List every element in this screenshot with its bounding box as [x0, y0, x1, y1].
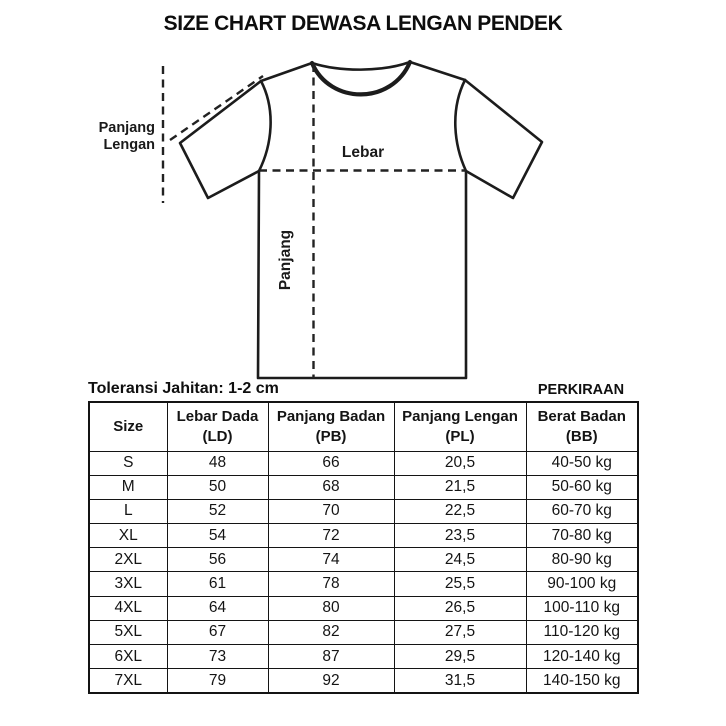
left-armhole-seam	[259, 81, 271, 171]
size-table	[88, 401, 639, 694]
table-cell: 31,5	[394, 669, 526, 693]
size-cell: 2XL	[89, 548, 167, 572]
table-row	[89, 596, 638, 620]
size-cell: XL	[89, 524, 167, 548]
table-header-row	[89, 402, 638, 451]
table-cell: 48	[167, 451, 268, 475]
length-label: Panjang	[277, 229, 294, 291]
table-cell: 87	[268, 645, 394, 669]
column-header-text: Size	[113, 418, 144, 435]
table-cell: 54	[167, 524, 268, 548]
back-collar-line	[312, 62, 410, 70]
table-cell: 27,5	[394, 620, 526, 644]
sleeve-length-label-line2: Lengan	[103, 137, 155, 154]
table-cell: 56	[167, 548, 268, 572]
column-header-panjang-lengan	[394, 402, 526, 451]
tolerance-note: Toleransi Jahitan: 1-2 cm	[88, 380, 279, 397]
table-cell: 120-140 kg	[526, 645, 638, 669]
width-label: Lebar	[341, 144, 385, 161]
table-cell: 92	[268, 669, 394, 693]
table-row	[89, 524, 638, 548]
table-cell: 29,5	[394, 645, 526, 669]
table-row	[89, 451, 638, 475]
table-cell: 60-70 kg	[526, 499, 638, 523]
column-header-text: Lebar Dada	[176, 408, 259, 426]
table-cell: 24,5	[394, 548, 526, 572]
sleeve-length-label	[53, 120, 155, 155]
table-cell: 25,5	[394, 572, 526, 596]
table-cell: 20,5	[394, 451, 526, 475]
table-cell: 26,5	[394, 596, 526, 620]
table-cell: 68	[268, 475, 394, 499]
table-cell: 50-60 kg	[526, 475, 638, 499]
table-cell: 80	[268, 596, 394, 620]
table-cell: 66	[268, 451, 394, 475]
size-cell: L	[89, 499, 167, 523]
column-header-text: Panjang Badan	[276, 408, 386, 426]
page-title: SIZE CHART DEWASA LENGAN PENDEK	[163, 12, 563, 35]
table-cell: 72	[268, 524, 394, 548]
column-header-berat-badan	[526, 402, 638, 451]
table-cell: 82	[268, 620, 394, 644]
column-header-abbr: (BB)	[565, 427, 598, 445]
size-cell: 5XL	[89, 620, 167, 644]
right-armhole-seam	[455, 80, 466, 171]
table-cell: 40-50 kg	[526, 451, 638, 475]
table-cell: 110-120 kg	[526, 620, 638, 644]
column-header-size	[89, 402, 167, 451]
table-cell: 67	[167, 620, 268, 644]
table-cell: 80-90 kg	[526, 548, 638, 572]
column-header-abbr: (PB)	[315, 427, 347, 445]
table-cell: 90-100 kg	[526, 572, 638, 596]
column-header-abbr: (PL)	[445, 427, 475, 445]
table-cell: 79	[167, 669, 268, 693]
size-cell: 7XL	[89, 669, 167, 693]
column-header-text: Berat Badan	[537, 408, 626, 426]
table-cell: 78	[268, 572, 394, 596]
table-row	[89, 499, 638, 523]
size-cell: 6XL	[89, 645, 167, 669]
table-cell: 22,5	[394, 499, 526, 523]
table-cell: 21,5	[394, 475, 526, 499]
left-sleeve-outline	[180, 81, 261, 198]
left-shoulder-seam	[261, 63, 312, 81]
table-cell: 50	[167, 475, 268, 499]
estimate-note: PERKIRAAN	[537, 382, 625, 398]
size-cell: S	[89, 451, 167, 475]
column-header-text: Panjang Lengan	[402, 408, 518, 426]
column-header-lebar-dada	[167, 402, 268, 451]
table-cell: 52	[167, 499, 268, 523]
table-cell: 73	[167, 645, 268, 669]
size-cell: M	[89, 475, 167, 499]
column-header-abbr: (LD)	[202, 427, 233, 445]
table-row	[89, 669, 638, 693]
table-row	[89, 645, 638, 669]
table-cell: 100-110 kg	[526, 596, 638, 620]
table-cell: 64	[167, 596, 268, 620]
table-cell: 140-150 kg	[526, 669, 638, 693]
table-cell: 61	[167, 572, 268, 596]
table-row	[89, 548, 638, 572]
size-cell: 4XL	[89, 596, 167, 620]
right-shoulder-seam	[410, 62, 465, 80]
sleeve-length-label-line1: Panjang	[98, 120, 155, 136]
column-header-panjang-badan	[268, 402, 394, 451]
table-cell: 74	[268, 548, 394, 572]
size-cell: 3XL	[89, 572, 167, 596]
table-cell: 23,5	[394, 524, 526, 548]
table-row	[89, 620, 638, 644]
table-row	[89, 572, 638, 596]
table-row	[89, 475, 638, 499]
table-cell: 70-80 kg	[526, 524, 638, 548]
table-cell: 70	[268, 499, 394, 523]
right-sleeve-outline	[465, 80, 542, 198]
